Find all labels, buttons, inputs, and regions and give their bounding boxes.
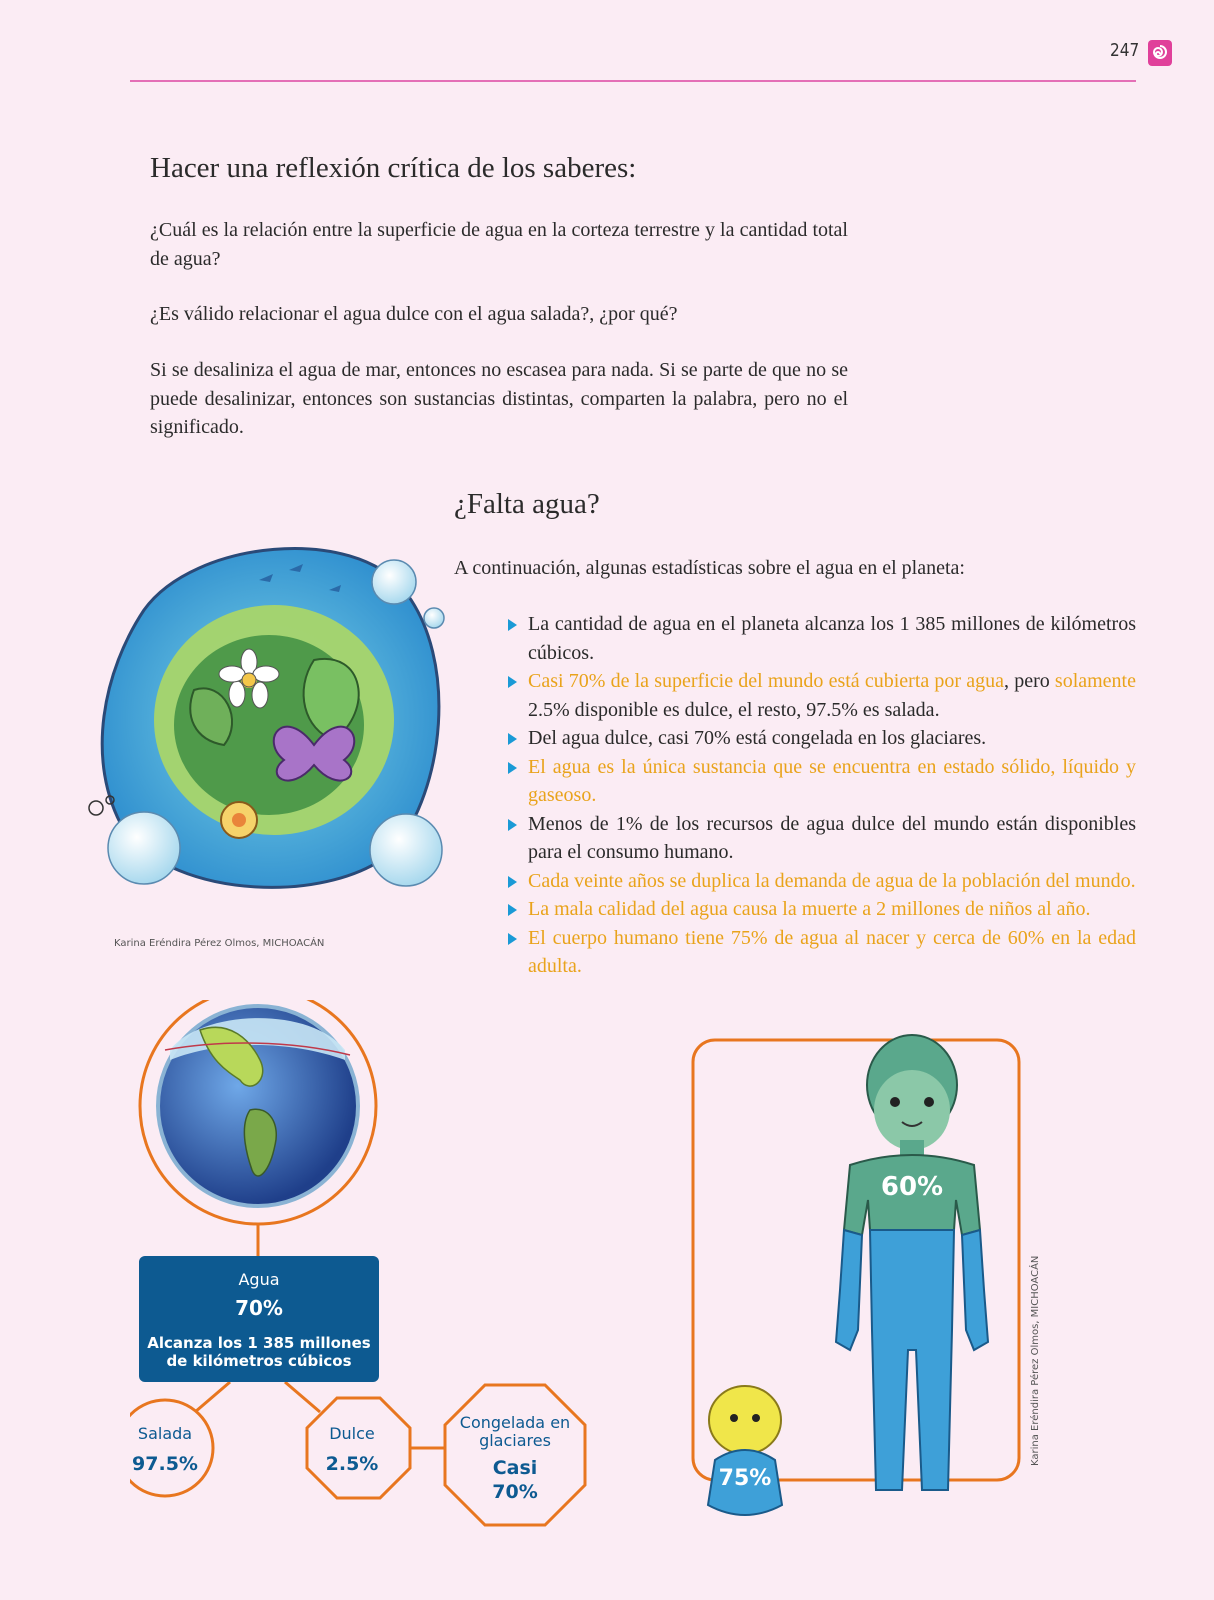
list-item (508, 867, 1136, 896)
list-item (508, 667, 1136, 724)
congelada-percent-line2: 70% (492, 1481, 538, 1503)
figure-credit: Karina Eréndira Pérez Olmos, MICHOACÁN (1030, 1255, 1041, 1466)
dulce-node (302, 1424, 402, 1475)
stat-highlight: El agua es la única sustancia que se encuentra en estado sólido, líquido y gaseoso. (528, 755, 1136, 806)
stat-highlight: Casi 70% de la superficie del mundo está cubierta por agua (528, 670, 1005, 692)
agua-description: Alcanza los 1 385 millones de kilómetros cúbicos (147, 1334, 371, 1370)
list-item (508, 924, 1136, 981)
stat-highlight: solamente (1054, 670, 1136, 692)
page-number: 247 (1110, 40, 1140, 61)
stat-highlight: La mala calidad del agua causa la muerte a 2 millones de niños al año. (528, 898, 1091, 920)
stat-text: 2.5% disponible es dulce, el resto, 97.5% es salada. (528, 698, 940, 721)
reflection-question-1: ¿Cuál es la relación entre la superficie de agua en la corteza terrestre y la cantidad total de agua? (150, 219, 848, 270)
stat-text: La cantidad de agua en el planeta alcanza los 1 385 millones de kilómetros cúbicos. (528, 613, 1136, 664)
congelada-node (455, 1414, 575, 1504)
agua-percent: 70% (235, 1296, 283, 1320)
falta-agua-title: ¿Falta agua? (454, 488, 600, 520)
stat-text: Menos de 1% de los recursos de agua dulce del mundo están disponibles para el consumo humano. (528, 812, 1136, 863)
congelada-percent-line1: Casi (492, 1457, 538, 1479)
stat-text: Del agua dulce, casi 70% está congelada en los glaciares. (528, 727, 987, 749)
salada-label: Salada (137, 1424, 193, 1443)
list-item (508, 753, 1136, 810)
salada-percent: 97.5% (132, 1453, 198, 1475)
agua-label: Agua (238, 1270, 280, 1289)
falta-agua-intro: A continuación, algunas estadísticas sobre el agua en el planeta: (454, 557, 965, 579)
spiral-logo-icon (1146, 38, 1174, 68)
list-item (508, 610, 1136, 667)
stat-highlight: Cada veinte años se duplica la demanda de agua de la población del mundo. (528, 869, 1136, 892)
illustration-credit: Karina Eréndira Pérez Olmos, MICHOACÁN (114, 938, 325, 949)
stat-text: , pero (1004, 670, 1055, 692)
dulce-label: Dulce (329, 1424, 375, 1443)
water-drop-illustration (84, 530, 454, 910)
adult-percent: 60% (880, 1172, 944, 1202)
reflection-question-2: ¿Es válido relacionar el agua dulce con el agua salada?, ¿por qué? (150, 303, 678, 325)
stat-highlight: El cuerpo humano tiene 75% de agua al nacer y cerca de 60% en la edad adulta. (528, 926, 1136, 977)
reflection-paragraph: Si se desaliniza el agua de mar, entonces no escasea para nada. Si se parte de que no se puede desalinizar, entonces son sustancias distintas, comparten la palabra, pero no el significado. (150, 359, 848, 438)
reflection-title: Hacer una reflexión crítica de los saberes: (150, 152, 637, 184)
agua-info-box (139, 1256, 379, 1382)
baby-percent: 75% (718, 1466, 772, 1491)
congelada-label: Congelada en glaciares (459, 1413, 571, 1450)
list-item (508, 895, 1136, 924)
salada-node (115, 1424, 215, 1475)
list-item (508, 724, 1136, 753)
list-item (508, 810, 1136, 867)
statistics-list (508, 610, 1136, 981)
header-rule (130, 80, 1136, 82)
human-body-illustration (690, 1030, 1030, 1540)
dulce-percent: 2.5% (325, 1453, 379, 1475)
